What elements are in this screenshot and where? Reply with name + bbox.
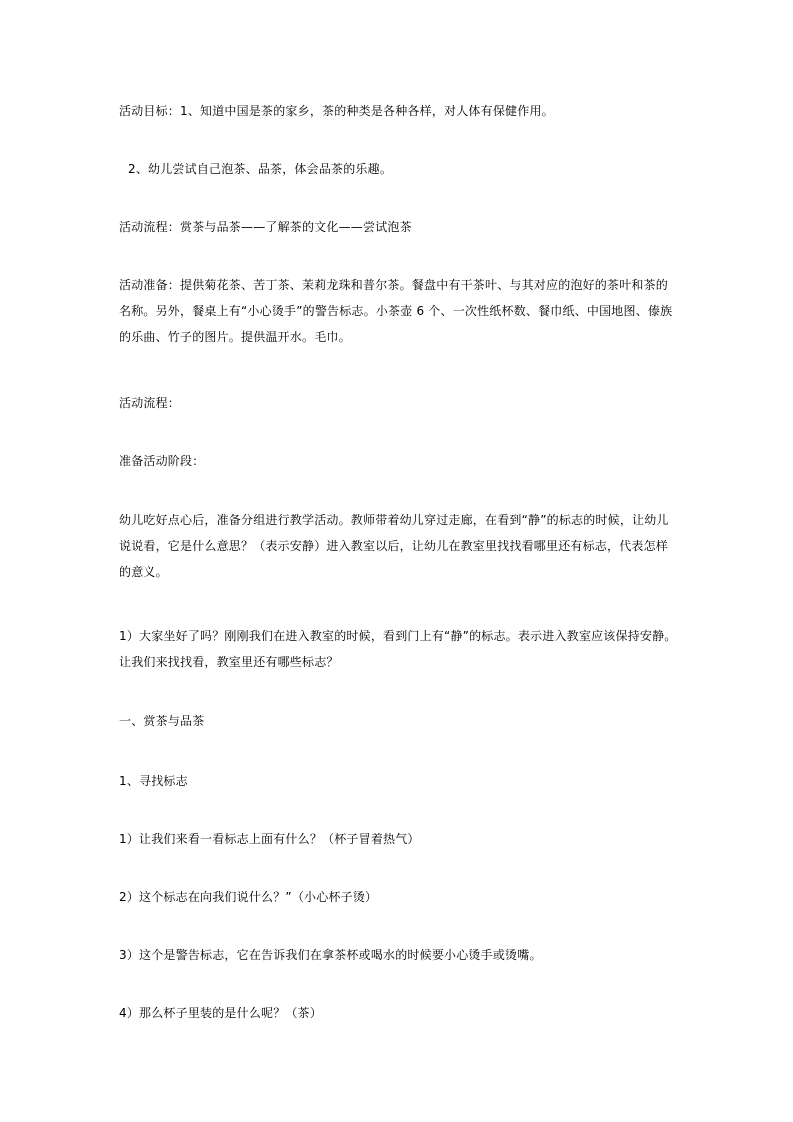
activity-goal-1: 活动目标：1、知道中国是茶的家乡，茶的种类是各种各样，对人体有保健作用。 (119, 104, 554, 118)
question-sign-1: 1）让我们来看一看标志上面有什么？（杯子冒着热气） (119, 832, 420, 846)
question-1: 1）大家坐好了吗？刚刚我们在进入教室的时候，看到门上有“静”的标志。表示进入教室应该保持安静。让我们来找找看，教室里还有哪些标志？ (119, 629, 677, 669)
activity-goal-2: 2、幼儿尝试自己泡茶、品茶，体会品茶的乐趣。 (128, 162, 393, 176)
activity-flow-summary: 活动流程：赏茶与品茶——了解茶的文化——尝试泡茶 (119, 220, 412, 234)
preparation-stage-text: 幼儿吃好点心后，准备分组进行教学活动。教师带着幼儿穿过走廊，在看到“静”的标志的时候，让幼儿说说看，它是什么意思？（表示安静）进入教室以后，让幼儿在教室里找找看哪里还有标志，代表怎样的意义。 (119, 513, 669, 579)
question-sign-4: 4）那么杯子里装的是什么呢？（茶） (119, 1006, 323, 1020)
subsection-find-signs: 1、寻找标志 (119, 774, 188, 788)
question-sign-2: 2）这个标志在向我们说什么？”（小心杯子烫） (119, 890, 378, 904)
activity-preparation: 活动准备：提供菊花茶、苦丁茶、茉莉龙珠和普尔茶。餐盘中有干茶叶、与其对应的泡好的茶叶和茶的名称。另外，餐桌上有“小心烫手”的警告标志。小茶壶 6 个、一次性纸杯数、餐巾纸、中国地图、傣族的乐曲、竹子的图片。提供温开水。毛巾。 (119, 278, 673, 344)
section-heading-1: 一、赏茶与品茶 (119, 714, 205, 728)
preparation-stage-heading: 准备活动阶段： (119, 454, 205, 468)
activity-flow-heading: 活动流程： (119, 396, 181, 410)
question-sign-3: 3）这个是警告标志，它在告诉我们在拿茶杯或喝水的时候要小心烫手或烫嘴。 (119, 948, 542, 962)
